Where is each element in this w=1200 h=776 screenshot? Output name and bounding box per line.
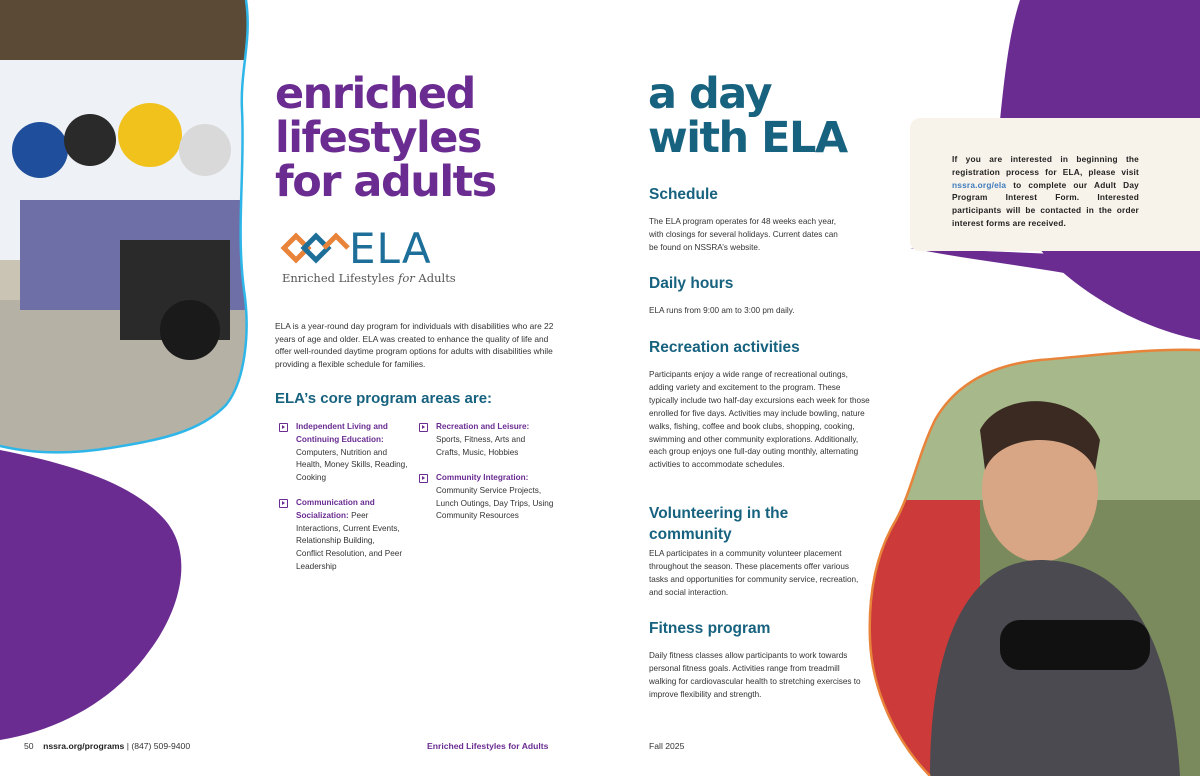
core-area-item: [279, 421, 409, 485]
footer-season: Fall 2025: [649, 741, 685, 751]
section-body-recreation: Participants enjoy a wide range of recreational outings, adding variety and excitement to the program. These typically include two half-day excursions each week for those enrolled for five days. Activities may include bowling, nature walks, fishing, coffee and book clubs, shopping, cooking, swimming and other community explorations. Additionally, each group enjoys one full-day outing monthly, alternating activities to accommodate schedules.: [649, 370, 870, 470]
section-body-volunteering: ELA participates in a community volunteer placement throughout the season. These placements offer various tasks and opportunities for community service, recreation, and social interaction.: [649, 549, 859, 597]
core-area-item: [419, 421, 544, 459]
core-area-body: Computers, Nutrition and Health, Money Skills, Reading, Cooking: [296, 447, 408, 483]
footer-url[interactable]: nssra.org/programs: [43, 741, 125, 751]
callout-text-part: to complete our Adult Day Program Interest Form. Interested participants will be contacted in the order interest forms are received.: [952, 179, 1139, 228]
ela-logo-text: ELA: [349, 224, 432, 273]
logo-subtitle-emphasis: for: [398, 271, 415, 285]
title-line: with ELA: [648, 113, 847, 163]
core-area-title: Recreation and Leisure:: [436, 422, 530, 431]
registration-callout-text: [952, 153, 1139, 230]
footer-center-title: Enriched Lifestyles for Adults: [427, 741, 549, 751]
core-area-body: Community Service Projects, Lunch Outings, Day Trips, Using Community Resources: [436, 485, 554, 521]
footer-phone: (847) 509-9400: [131, 741, 191, 751]
core-area-body: Sports, Fitness, Arts and Crafts, Music, Hobbies: [436, 434, 526, 457]
group-photo: [0, 0, 260, 460]
core-area-title: Communication and Socialization:: [296, 498, 375, 520]
core-area-title: Community Integration:: [436, 473, 529, 482]
section-heading-schedule: Schedule: [649, 186, 718, 203]
core-area-item: [419, 472, 554, 523]
callout-text-part: If you are interested in beginning the registration process for ELA, please visit: [952, 154, 1139, 177]
section-heading-daily-hours: Daily hours: [649, 275, 734, 292]
purple-blob-left: [0, 450, 181, 740]
core-areas-heading: ELA’s core program areas are:: [275, 390, 493, 407]
right-page-title: [648, 69, 908, 163]
registration-link[interactable]: nssra.org/ela: [952, 179, 1007, 190]
play-arrow-icon: [419, 474, 428, 483]
section-heading-volunteering: Volunteering in the community: [649, 505, 789, 543]
play-arrow-icon: [419, 423, 428, 432]
title-line: lifestyles: [275, 113, 482, 163]
ela-logo-subtitle: [282, 271, 456, 285]
title-line: enriched: [275, 69, 475, 119]
footer-left: [24, 741, 190, 751]
section-body-schedule: The ELA program operates for 48 weeks each year, with closings for several holidays. Current dates can be found on NSSRA’s website.: [649, 217, 838, 252]
footer-separator: |: [124, 741, 132, 751]
page-number: 50: [24, 741, 34, 751]
core-area-title: Independent Living and Continuing Education:: [296, 422, 388, 444]
play-arrow-icon: [279, 499, 288, 508]
logo-subtitle-part: Enriched Lifestyles: [282, 271, 399, 285]
intro-paragraph: ELA is a year-round day program for individuals with disabilities who are 22 years of age and older. ELA was created to enhance the quality of life and offer well-rounded daytime program options for adults with disabilities while providing a flexible schedule for families.: [275, 321, 554, 369]
title-line: for adults: [275, 157, 496, 207]
section-body-fitness: Daily fitness classes allow participants to work towards personal fitness goals. Activities range from treadmill walking for cardiovascular health to stretching exercises to improve flexibility and strength.: [649, 651, 861, 699]
title-line: a day: [648, 69, 771, 119]
logo-subtitle-part: Adults: [414, 271, 456, 285]
play-arrow-icon: [279, 423, 288, 432]
left-page-title: [275, 69, 575, 207]
core-area-body: Peer Interactions, Current Events, Relationship Building, Conflict Resolution, and Peer Leadership: [296, 510, 403, 571]
section-heading-fitness: Fitness program: [649, 620, 771, 637]
section-body-daily-hours: ELA runs from 9:00 am to 3:00 pm daily.: [649, 306, 795, 315]
section-heading-recreation: Recreation activities: [649, 339, 800, 356]
portrait-photo: [860, 340, 1200, 776]
core-area-item: [279, 497, 404, 574]
